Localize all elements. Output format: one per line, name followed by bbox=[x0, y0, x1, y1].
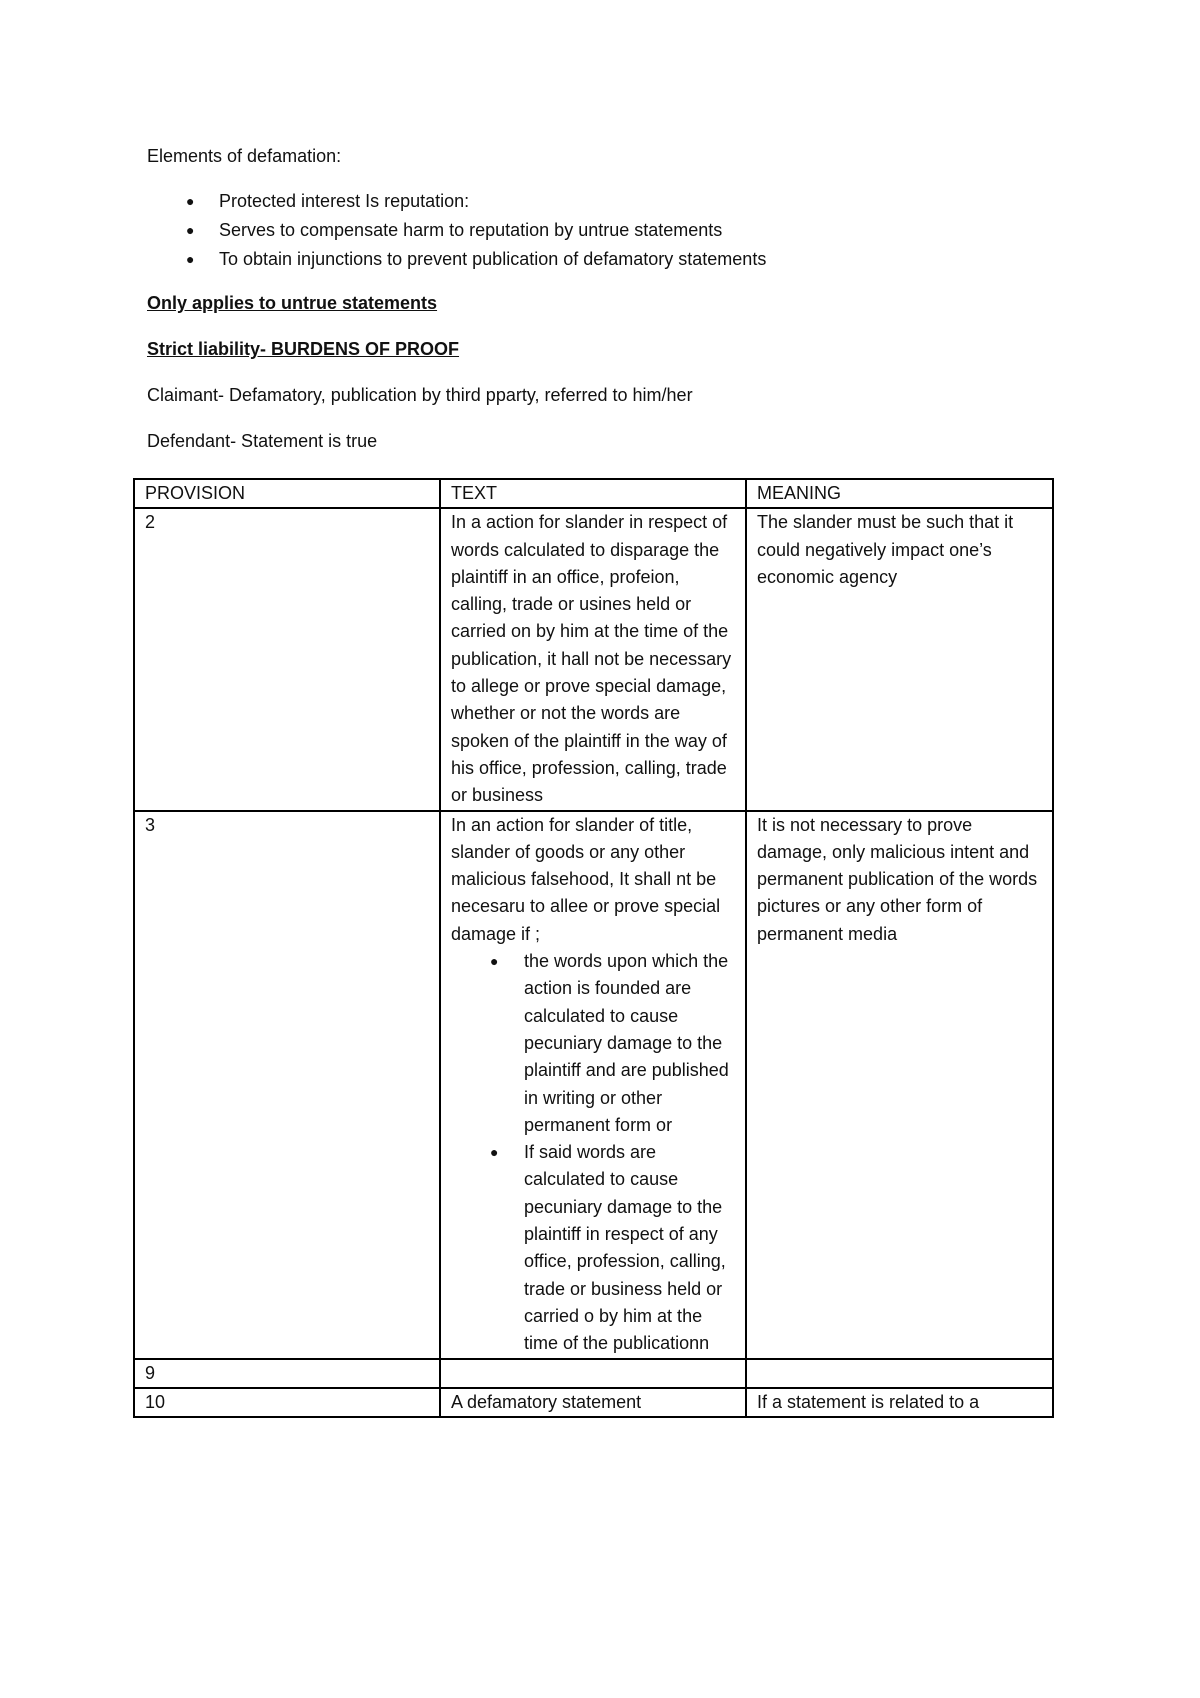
table-row bbox=[134, 811, 1053, 1359]
list-item-text: Serves to compensate harm to reputation by untrue statements bbox=[219, 220, 723, 240]
list-item bbox=[147, 187, 1067, 216]
bullet-icon: ● bbox=[490, 953, 499, 970]
meaning-cell: If a statement is related to a bbox=[746, 1388, 1053, 1417]
list-item-text: Protected interest Is reputation: bbox=[219, 191, 470, 211]
text-cell: In a action for slander in respect of words calculated to disparage the plaintiff in an office, profeion, calling, trade or usines held or carried on by him at the time of the publication, it hall not be necessary to allege or prove special damage, whether or not the words are spoken of the plaintiff in the way of his office, profession, calling, trade or business bbox=[440, 508, 746, 810]
provision-cell: 10 bbox=[134, 1388, 440, 1417]
document-body bbox=[147, 144, 1067, 453]
column-header-text: TEXT bbox=[440, 479, 746, 508]
text-cell bbox=[440, 811, 746, 1359]
list-item bbox=[451, 1139, 735, 1357]
bullet-icon: ● bbox=[186, 193, 195, 209]
only-applies-heading: Only applies to untrue statements bbox=[147, 293, 438, 313]
meaning-cell bbox=[746, 1359, 1053, 1388]
table-row bbox=[134, 1388, 1053, 1417]
meaning-cell: It is not necessary to prove damage, only malicious intent and permanent publication of the words pictures or any other form of permanent media bbox=[746, 811, 1053, 1359]
list-item-text: If said words are calculated to cause pecuniary damage to the plaintiff in respect of any office, profession, calling, trade or business held or carried o by him at the time of the publicationn bbox=[524, 1142, 726, 1354]
provision-cell: 3 bbox=[134, 811, 440, 1359]
provisions-table bbox=[133, 478, 1054, 1418]
provision-cell: 2 bbox=[134, 508, 440, 810]
bullet-icon: ● bbox=[490, 1144, 499, 1161]
column-header-provision: PROVISION bbox=[134, 479, 440, 508]
list-item-text: the words upon which the action is founded are calculated to cause pecuniary damage to the plaintiff and are published in writing or other permanent form or bbox=[524, 951, 729, 1135]
text-cell bbox=[440, 1359, 746, 1388]
column-header-meaning: MEANING bbox=[746, 479, 1053, 508]
meaning-cell: The slander must be such that it could negatively impact one’s economic agency bbox=[746, 508, 1053, 810]
list-item bbox=[147, 216, 1067, 245]
elements-list bbox=[147, 187, 1067, 274]
text-cell-bullets bbox=[451, 948, 735, 1357]
section-title: Elements of defamation: bbox=[147, 146, 342, 166]
bullet-icon: ● bbox=[186, 251, 195, 267]
list-item-text: To obtain injunctions to prevent publication of defamatory statements bbox=[219, 249, 767, 269]
claimant-text: Claimant- Defamatory, publication by third pparty, referred to him/her bbox=[147, 385, 693, 405]
defendant-text: Defendant- Statement is true bbox=[147, 431, 378, 451]
bullet-icon: ● bbox=[186, 222, 195, 238]
list-item bbox=[451, 948, 735, 1139]
list-item bbox=[147, 245, 1067, 274]
table-row bbox=[134, 508, 1053, 810]
table-row bbox=[134, 1359, 1053, 1388]
strict-liability-heading: Strict liability- BURDENS OF PROOF bbox=[147, 339, 460, 359]
provision-cell: 9 bbox=[134, 1359, 440, 1388]
text-cell-intro: In an action for slander of title, slander of goods or any other malicious falsehood, It shall nt be necesaru to allee or prove special damage if ; bbox=[451, 814, 721, 944]
text-cell: A defamatory statement bbox=[440, 1388, 746, 1417]
table-header-row bbox=[134, 479, 1053, 508]
